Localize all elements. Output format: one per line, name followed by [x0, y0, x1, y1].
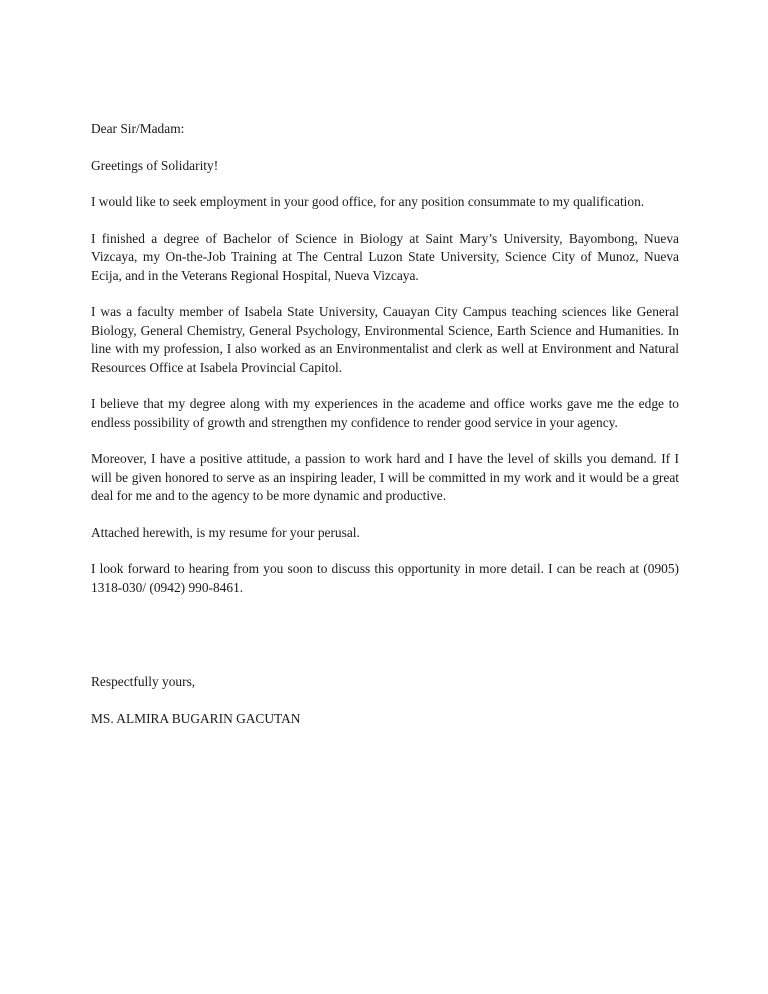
- paragraph-education: I finished a degree of Bachelor of Science in Biology at Saint Mary’s University, Bayombong, Nueva Vizcaya, my On-the-Job Training at The Central Luzon State University, Science City of Munoz, Nueva Ecija, and in the Veterans Regional Hospital, Nueva Vizcaya.: [91, 230, 679, 283]
- cover-letter: [91, 120, 679, 728]
- paragraph-belief: I believe that my degree along with my experiences in the academe and office works gave me the edge to endless possibility of growth and strengthen my confidence to render good service in your agency.: [91, 396, 679, 430]
- paragraph-attachment: Attached herewith, is my resume for your perusal.: [91, 524, 360, 540]
- paragraph-attitude: Moreover, I have a positive attitude, a passion to work hard and I have the level of skills you demand. If I will be given honored to serve as an inspiring leader, I will be committed in my work and it would be a great deal for me and to the agency to be more dynamic and productive.: [91, 451, 679, 503]
- signature-name: MS. ALMIRA BUGARIN GACUTAN: [91, 710, 301, 726]
- salutation: Dear Sir/Madam:: [91, 121, 185, 136]
- closing-line: Respectfully yours,: [91, 674, 196, 689]
- paragraph-intent: I would like to seek employment in your good office, for any position consummate to my qualification.: [91, 194, 645, 209]
- greeting-line: Greetings of Solidarity!: [91, 157, 219, 173]
- paragraph-contact: I look forward to hearing from you soon to discuss this opportunity in more detail. I can be reach at (0905) 1318-030/ (0942) 990-8461.: [91, 561, 679, 595]
- paragraph-experience: I was a faculty member of Isabela State University, Cauayan City Campus teaching sciences like General Biology, General Chemistry, General Psychology, Environmental Science, Earth Science and Humanities. In line with my profession, I also worked as an Environmentalist and clerk as well at Environment and Natural Resources Office at Isabela Provincial Capitol.: [91, 304, 679, 375]
